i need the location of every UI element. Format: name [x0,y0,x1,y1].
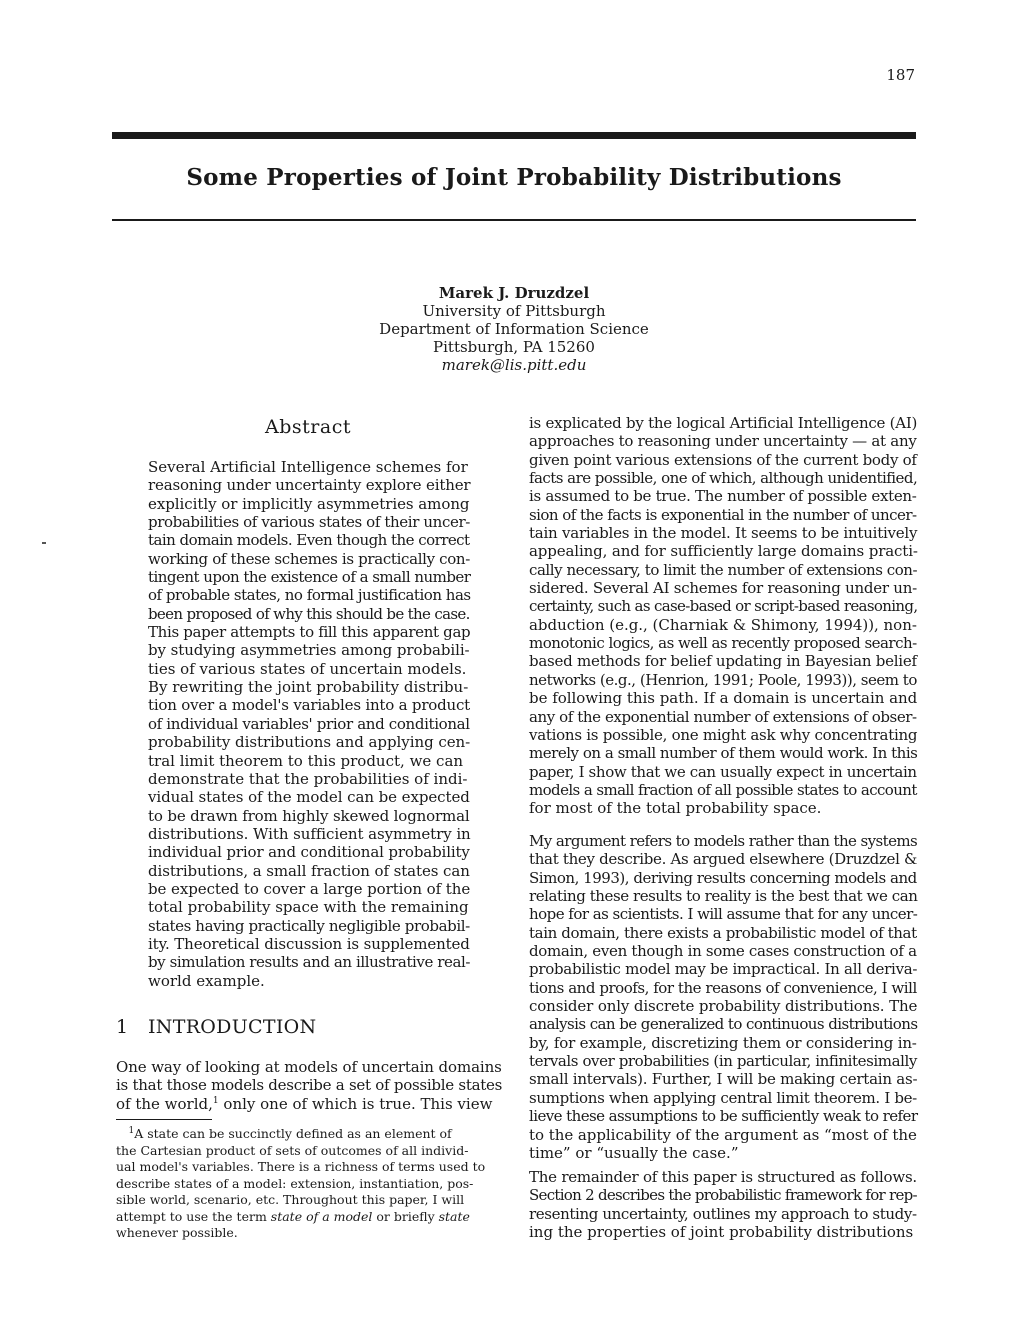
author-name: Marek J. Druzdzel [438,284,590,302]
author-email: marek@lis.pitt.edu [441,356,587,374]
text-line: resenting uncertainty, outlines my approach to study- [529,1204,917,1223]
text-line: by studying asymmetries among probabili- [148,641,470,660]
section-heading-introduction [116,1016,476,1038]
text-line: that they describe. As argued elsewhere (Druzdzel & [529,850,918,869]
text-line: Several Artificial Intelligence schemes for [148,458,468,476]
text-line: to the applicability of the argument as “most of the [529,1125,917,1144]
text-line: distributions. With sufficient asymmetry in [148,824,471,843]
text-line: monotonic logics, as well as recently proposed search- [529,634,917,653]
footnote-marker: 1 [212,1095,219,1106]
text-line: merely on a small number of them would work. In this [529,744,918,763]
text-line: appealing, and for sufficiently large domains practi- [529,542,918,561]
text-line: of probable states, no formal justification has [148,586,471,605]
paper-title: Some Properties of Joint Probability Distributions [186,164,842,191]
footnote-number: 1 [128,1125,135,1136]
text-line: is that those models describe a set of possible states [116,1076,503,1095]
text-line: vations is possible, one might ask why concentrating [529,725,918,744]
text-line: time” or “usually the case.” [529,1143,739,1162]
text-line [116,1095,502,1113]
text-line: explicitly or implicitly asymmetries among [148,494,470,513]
text-line: models a small fraction of all possible states to account [529,780,917,799]
text-line: small intervals). Further, I will be making certain as- [529,1070,918,1089]
introduction-body [116,1058,502,1113]
footnote-line: the Cartesian product of sets of outcomes of all individ- [116,1142,469,1158]
text-line: networks (e.g., (Henrion, 1991; Poole, 1993)), seem to [529,670,917,689]
footnote-line: ual model's variables. There is a richness of terms used to [116,1159,486,1174]
text-line: This paper attempts to fill this apparent gap [148,623,471,642]
text-line: tingent upon the existence of a small number [148,568,471,587]
text-line: tervals over probabilities (in particular, infinitesimally [529,1052,917,1071]
text-line: to be drawn from highly skewed lognormal [148,806,470,825]
text-line: By rewriting the joint probability distribu- [148,678,469,697]
right-column-paragraph-3 [529,1168,917,1241]
text-line: by simulation results and an illustrative real- [148,953,470,972]
section-title: INTRODUCTION [148,1016,317,1038]
author-block [312,284,716,374]
text-line: certainty, such as case-based or script-based reasoning, [529,597,918,616]
footnote [116,1126,504,1242]
text-line: tain variables in the model. It seems to be intuitively [529,524,918,543]
text-line: analysis can be generalized to continuous distributions [529,1015,918,1034]
text-line: probabilistic model may be impractical. In all deriva- [529,960,918,979]
abstract-heading: Abstract [265,416,351,438]
text-span: or briefly [372,1208,439,1224]
footnote-line [116,1126,504,1143]
footnote-rule [116,1119,212,1120]
text-line: lieve these assumptions to be sufficiently weak to refer [529,1107,918,1126]
text-line: cally necessary, to limit the number of extensions con- [529,560,918,579]
text-line: been proposed of why this should be the case. [148,604,470,623]
text-line: tral limit theorem to this product, we can [148,751,464,770]
text-line: based methods for belief updating in Bayesian belief [529,652,917,671]
text-line: abduction (e.g., (Charniak & Shimony, 1994)), non- [529,615,917,634]
footnote-line [116,1209,504,1226]
text-line: given point various extensions of the current body of [529,450,917,469]
text-line: sumptions when applying central limit theorem. I be- [529,1088,917,1107]
text-line: relating these results to reality is the best that we can [529,887,918,906]
text-line: Simon, 1993), deriving results concerning models and [529,868,917,887]
text-line: My argument refers to models rather than the systems [529,832,918,850]
text-line: hope for as scientists. I will assume that for any uncer- [529,905,918,924]
text-line: individual prior and conditional probability [148,843,470,862]
text-line: probabilities of various states of their uncer- [148,513,470,532]
emphasis: state [438,1208,470,1224]
right-column-paragraph-2 [529,832,917,1162]
text-line: tain domain, there exists a probabilistic model of that [529,923,917,942]
text-span: A state can be succinctly defined as an element of [134,1126,452,1141]
text-line: world example. [148,971,265,990]
right-column-paragraph-1 [529,414,917,818]
text-span: only one of which is true. This view [218,1094,493,1113]
text-line: is explicated by the logical Artificial Intelligence (AI) [529,414,918,432]
text-line: domain, even though in some cases construction of a [529,942,917,961]
text-line: consider only discrete probability distributions. The [529,997,918,1016]
text-line: by, for example, discretizing them or considering in- [529,1033,917,1052]
text-line: tion over a model's variables into a product [148,696,470,715]
text-line: states having practically negligible probabil- [148,916,470,935]
page-number: 187 [886,66,915,84]
text-line: probability distributions and applying cen- [148,733,471,752]
footnote-line: sible world, scenario, etc. Throughout this paper, I will [116,1192,465,1207]
text-line: paper, I show that we can usually expect in uncertain [529,762,917,781]
footnote-line: describe states of a model: extension, instantiation, pos- [116,1175,474,1191]
text-line: The remainder of this paper is structured as follows. [529,1168,917,1186]
text-line: One way of looking at models of uncertain domains [116,1058,502,1076]
text-line: of individual variables' prior and conditional [148,714,470,733]
text-line: for most of the total probability space. [529,799,822,818]
emphasis: state of a model [270,1208,373,1224]
text-line: tions and proofs, for the reasons of convenience, I will [529,978,917,997]
text-line: ity. Theoretical discussion is supplemented [148,934,470,953]
text-line: be expected to cover a large portion of the [148,879,471,898]
author-affiliation: University of Pittsburgh [422,302,606,320]
text-line: approaches to reasoning under uncertainty — at any [529,432,917,451]
margin-mark [42,542,46,544]
text-line: is assumed to be true. The number of possible exten- [529,487,917,506]
text-line: any of the exponential number of extensions of obser- [529,707,917,726]
text-line: facts are possible, one of which, although unidentified, [529,469,918,488]
title-rule-bottom [112,219,916,221]
text-line: sidered. Several AI schemes for reasoning under un- [529,579,917,598]
text-line: sion of the facts is exponential in the number of uncer- [529,505,917,524]
abstract-body [148,458,470,990]
section-number: 1 [116,1016,129,1038]
text-line: ties of various states of uncertain models. [148,659,467,678]
author-department: Department of Information Science [379,320,649,338]
text-line: distributions, a small fraction of states can [148,861,470,880]
text-line: ing the properties of joint probability distributions [529,1223,914,1242]
text-span: attempt to use the term [116,1208,271,1224]
author-address: Pittsburgh, PA 15260 [433,338,595,356]
text-line: vidual states of the model can be expected [148,788,470,807]
text-line: demonstrate that the probabilities of indi- [148,769,468,788]
text-line: be following this path. If a domain is uncertain and [529,689,918,708]
text-line: Section 2 describes the probabilistic framework for rep- [529,1186,917,1205]
text-line: working of these schemes is practically con- [148,549,470,568]
text-line: tain domain models. Even though the correct [148,531,470,550]
footnote-line: whenever possible. [116,1225,238,1240]
text-span: of the world, [116,1094,213,1113]
text-line: reasoning under uncertainty explore either [148,476,471,495]
title-rule-top [112,132,916,139]
text-line: total probability space with the remaining [148,898,469,917]
